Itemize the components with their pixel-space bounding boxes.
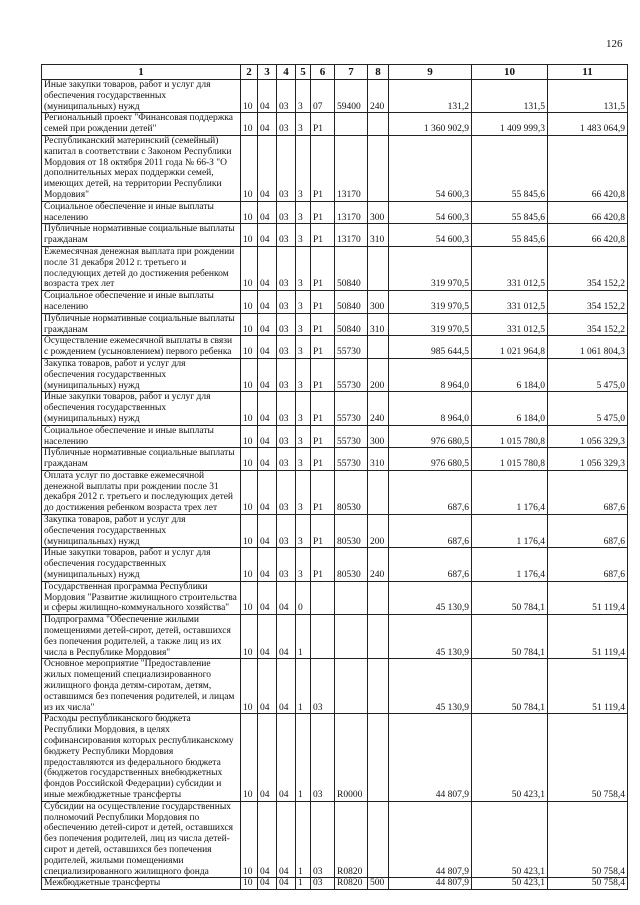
code-cell: 500 — [368, 878, 389, 890]
code-cell: 3 — [296, 113, 311, 136]
amount-cell: 1 176,4 — [472, 548, 548, 581]
amount-cell: 1 176,4 — [472, 515, 548, 548]
code-cell: 10 — [241, 392, 258, 425]
code-cell: 03 — [277, 113, 296, 136]
col-header: 1 — [42, 65, 241, 80]
code-cell — [368, 135, 389, 201]
code-cell: P1 — [311, 246, 335, 290]
code-cell: 03 — [277, 80, 296, 113]
table-row — [42, 80, 628, 113]
table-row — [42, 714, 628, 801]
amount-cell: 331 012,5 — [472, 246, 548, 290]
code-cell: P1 — [311, 224, 335, 247]
code-cell: 10 — [241, 615, 258, 659]
amount-cell: 66 420,8 — [548, 135, 628, 201]
code-cell: 10 — [241, 581, 258, 614]
amount-cell: 131,5 — [472, 80, 548, 113]
header-row — [42, 65, 628, 80]
amount-cell: 55 845,6 — [472, 201, 548, 224]
row-description: Ежемесячная денежная выплата при рождении после 31 декабря 2012 г. третьего и последующих детей до достижения ребенком возраста трех лет — [42, 246, 241, 290]
amount-cell: 50 423,1 — [472, 801, 548, 878]
code-cell: 10 — [241, 470, 258, 514]
col-header: 3 — [258, 65, 277, 80]
code-cell: 10 — [241, 201, 258, 224]
amount-cell: 66 420,8 — [548, 201, 628, 224]
table-row — [42, 224, 628, 247]
amount-cell: 1 015 780,8 — [472, 448, 548, 471]
amount-cell: 50 758,4 — [548, 714, 628, 801]
col-header: 9 — [389, 65, 472, 80]
amount-cell: 976 680,5 — [389, 425, 472, 448]
amount-cell: 1 409 999,3 — [472, 113, 548, 136]
code-cell: 240 — [368, 392, 389, 425]
amount-cell: 1 483 064,9 — [548, 113, 628, 136]
code-cell: 80530 — [335, 548, 368, 581]
code-cell: 13170 — [335, 224, 368, 247]
col-header: 8 — [368, 65, 389, 80]
code-cell: 04 — [258, 470, 277, 514]
code-cell: P1 — [311, 291, 335, 314]
code-cell: P1 — [311, 448, 335, 471]
amount-cell: 319 970,5 — [389, 291, 472, 314]
amount-cell: 50 784,1 — [472, 581, 548, 614]
amount-cell: 1 360 902,9 — [389, 113, 472, 136]
row-description: Основное мероприятие "Предоставление жилых помещений специализированного жилищного фонда детям-сиротам, детям, оставшимся без попечения родителей, и лицам из их числа" — [42, 659, 241, 714]
row-description: Расходы республиканского бюджета Республики Мордовия, в целях софинансирования которых республиканскому бюджету Республики Мордовия предоставляются из федерального бюджета (бюджетов государственных внебюджетных фондов Российской Федерации) субсидии и иные межбюджетные трансферты — [42, 714, 241, 801]
code-cell: P1 — [311, 548, 335, 581]
code-cell — [368, 801, 389, 878]
code-cell: 59400 — [335, 80, 368, 113]
col-header: 4 — [277, 65, 296, 80]
code-cell: 310 — [368, 224, 389, 247]
code-cell: 03 — [277, 448, 296, 471]
row-description: Иные закупки товаров, работ и услуг для обеспечения государственных (муниципальных) нужд — [42, 392, 241, 425]
amount-cell: 51 119,4 — [548, 581, 628, 614]
col-header: 10 — [472, 65, 548, 80]
code-cell: 3 — [296, 246, 311, 290]
code-cell: 240 — [368, 80, 389, 113]
code-cell: 10 — [241, 801, 258, 878]
code-cell: 3 — [296, 80, 311, 113]
code-cell: 03 — [277, 470, 296, 514]
amount-cell: 51 119,4 — [548, 615, 628, 659]
table-row — [42, 448, 628, 471]
amount-cell: 54 600,3 — [389, 135, 472, 201]
amount-cell: 985 644,5 — [389, 336, 472, 359]
code-cell: 03 — [277, 313, 296, 336]
code-cell: 300 — [368, 425, 389, 448]
code-cell — [368, 246, 389, 290]
amount-cell: 354 152,2 — [548, 246, 628, 290]
code-cell: 200 — [368, 515, 389, 548]
code-cell: 300 — [368, 291, 389, 314]
code-cell: 10 — [241, 135, 258, 201]
amount-cell: 354 152,2 — [548, 291, 628, 314]
code-cell: 3 — [296, 313, 311, 336]
code-cell: 80530 — [335, 515, 368, 548]
amount-cell: 66 420,8 — [548, 224, 628, 247]
row-description: Иные закупки товаров, работ и услуг для обеспечения государственных (муниципальных) нужд — [42, 80, 241, 113]
code-cell: 300 — [368, 201, 389, 224]
col-header: 2 — [241, 65, 258, 80]
code-cell: 04 — [258, 659, 277, 714]
code-cell: 03 — [277, 224, 296, 247]
code-cell: 310 — [368, 313, 389, 336]
code-cell: 3 — [296, 135, 311, 201]
col-header: 7 — [335, 65, 368, 80]
code-cell: 55730 — [335, 336, 368, 359]
code-cell: 04 — [277, 878, 296, 890]
code-cell: 04 — [258, 515, 277, 548]
code-cell: 03 — [311, 714, 335, 801]
code-cell: 04 — [258, 358, 277, 391]
code-cell: 04 — [258, 246, 277, 290]
code-cell — [368, 336, 389, 359]
table-row — [42, 425, 628, 448]
amount-cell: 50 423,1 — [472, 714, 548, 801]
row-description: Социальное обеспечение и иные выплаты населению — [42, 425, 241, 448]
row-description: Республиканский материнский (семейный) капитал в соответствии с Законом Республики Мордовия от 18 октября 2011 года № 66-З "О дополнительных мерах поддержки семей, имеющих детей, на территории Республики Мордовия" — [42, 135, 241, 201]
code-cell — [368, 113, 389, 136]
table-row — [42, 515, 628, 548]
amount-cell: 687,6 — [548, 548, 628, 581]
code-cell: 04 — [258, 878, 277, 890]
code-cell — [311, 581, 335, 614]
code-cell: 04 — [258, 392, 277, 425]
code-cell: 04 — [258, 135, 277, 201]
code-cell: 3 — [296, 515, 311, 548]
code-cell: 3 — [296, 336, 311, 359]
amount-cell: 45 130,9 — [389, 581, 472, 614]
row-description: Закупка товаров, работ и услуг для обеспечения государственных (муниципальных) нужд — [42, 515, 241, 548]
code-cell: 10 — [241, 548, 258, 581]
col-header: 11 — [548, 65, 628, 80]
code-cell — [335, 113, 368, 136]
code-cell: 03 — [277, 336, 296, 359]
code-cell — [311, 615, 335, 659]
amount-cell: 44 807,9 — [389, 878, 472, 890]
amount-cell: 8 964,0 — [389, 358, 472, 391]
amount-cell: 50 423,1 — [472, 878, 548, 890]
code-cell — [368, 470, 389, 514]
amount-cell: 1 021 964,8 — [472, 336, 548, 359]
amount-cell: 54 600,3 — [389, 201, 472, 224]
amount-cell: 1 015 780,8 — [472, 425, 548, 448]
code-cell: 10 — [241, 425, 258, 448]
table-row — [42, 246, 628, 290]
amount-cell: 687,6 — [548, 470, 628, 514]
code-cell: 3 — [296, 358, 311, 391]
code-cell: 03 — [277, 425, 296, 448]
code-cell: 04 — [258, 448, 277, 471]
table-row — [42, 548, 628, 581]
amount-cell: 6 184,0 — [472, 392, 548, 425]
amount-cell: 687,6 — [548, 515, 628, 548]
code-cell: 310 — [368, 448, 389, 471]
row-description: Межбюджетные трансферты — [42, 878, 241, 890]
table-row — [42, 358, 628, 391]
code-cell: 07 — [311, 80, 335, 113]
amount-cell: 687,6 — [389, 515, 472, 548]
code-cell: 50840 — [335, 246, 368, 290]
code-cell: 55730 — [335, 425, 368, 448]
amount-cell: 50 758,4 — [548, 878, 628, 890]
code-cell: 3 — [296, 291, 311, 314]
code-cell: 04 — [277, 714, 296, 801]
row-description: Публичные нормативные социальные выплаты гражданам — [42, 448, 241, 471]
amount-cell: 6 184,0 — [472, 358, 548, 391]
code-cell: P1 — [311, 392, 335, 425]
code-cell: 1 — [296, 714, 311, 801]
code-cell: 03 — [277, 515, 296, 548]
code-cell: 04 — [258, 291, 277, 314]
table-row — [42, 581, 628, 614]
code-cell: 04 — [258, 714, 277, 801]
amount-cell: 1 061 804,3 — [548, 336, 628, 359]
code-cell: 10 — [241, 336, 258, 359]
code-cell: 04 — [258, 548, 277, 581]
code-cell: 10 — [241, 80, 258, 113]
code-cell: R0820 — [335, 878, 368, 890]
amount-cell: 5 475,0 — [548, 392, 628, 425]
code-cell: 04 — [277, 581, 296, 614]
table-row — [42, 291, 628, 314]
row-description: Субсидии на осуществление государственных полномочий Республики Мордовия по обеспечению детей-сирот и детей, оставшихся без попечения родителей, лиц из числа детей-сирот и детей, оставшихся без попечения родителей, жилыми помещениями специализированного жилищного фонда — [42, 801, 241, 878]
code-cell: P1 — [311, 113, 335, 136]
code-cell: P1 — [311, 201, 335, 224]
code-cell: 1 — [296, 878, 311, 890]
amount-cell: 976 680,5 — [389, 448, 472, 471]
table-row — [42, 113, 628, 136]
code-cell: 04 — [258, 801, 277, 878]
code-cell: 13170 — [335, 201, 368, 224]
code-cell: 240 — [368, 548, 389, 581]
code-cell: P1 — [311, 515, 335, 548]
table-row — [42, 201, 628, 224]
code-cell: 10 — [241, 313, 258, 336]
code-cell — [335, 615, 368, 659]
code-cell: 1 — [296, 659, 311, 714]
code-cell: 3 — [296, 425, 311, 448]
col-header: 5 — [296, 65, 311, 80]
row-description: Осуществление ежемесячной выплаты в связи с рождением (усыновлением) первого ребенка — [42, 336, 241, 359]
code-cell: 03 — [277, 358, 296, 391]
amount-cell: 1 176,4 — [472, 470, 548, 514]
row-description: Иные закупки товаров, работ и услуг для обеспечения государственных (муниципальных) нужд — [42, 548, 241, 581]
row-description: Оплата услуг по доставке ежемесячной денежной выплаты при рождении после 31 декабря 2012 г. третьего и последующих детей до достижения ребенком возраста трех лет — [42, 470, 241, 514]
code-cell: 10 — [241, 224, 258, 247]
amount-cell: 5 475,0 — [548, 358, 628, 391]
row-description: Публичные нормативные социальные выплаты гражданам — [42, 224, 241, 247]
amount-cell: 1 056 329,3 — [548, 425, 628, 448]
code-cell: 3 — [296, 201, 311, 224]
page-number: 126 — [606, 38, 623, 50]
row-description: Социальное обеспечение и иные выплаты населению — [42, 201, 241, 224]
amount-cell: 687,6 — [389, 548, 472, 581]
code-cell — [368, 714, 389, 801]
code-cell: 55730 — [335, 358, 368, 391]
code-cell: 50840 — [335, 313, 368, 336]
code-cell: 55730 — [335, 392, 368, 425]
code-cell: 03 — [311, 659, 335, 714]
code-cell: 04 — [258, 224, 277, 247]
code-cell: 04 — [258, 113, 277, 136]
code-cell — [368, 581, 389, 614]
amount-cell: 331 012,5 — [472, 313, 548, 336]
amount-cell: 55 845,6 — [472, 224, 548, 247]
amount-cell: 45 130,9 — [389, 659, 472, 714]
code-cell: P1 — [311, 336, 335, 359]
code-cell: 03 — [277, 135, 296, 201]
amount-cell: 50 784,1 — [472, 615, 548, 659]
code-cell: 10 — [241, 714, 258, 801]
code-cell: P1 — [311, 313, 335, 336]
code-cell: 03 — [277, 291, 296, 314]
code-cell: 55730 — [335, 448, 368, 471]
amount-cell: 319 970,5 — [389, 313, 472, 336]
table-row — [42, 392, 628, 425]
code-cell: R0820 — [335, 801, 368, 878]
code-cell: 1 — [296, 615, 311, 659]
amount-cell: 50 758,4 — [548, 801, 628, 878]
code-cell: 10 — [241, 448, 258, 471]
amount-cell: 354 152,2 — [548, 313, 628, 336]
row-description: Государственная программа Республики Мордовия "Развитие жилищного строительства и сферы жилищно-коммунального хозяйства" — [42, 581, 241, 614]
row-description: Региональный проект "Финансовая поддержка семей при рождении детей" — [42, 113, 241, 136]
code-cell — [335, 581, 368, 614]
code-cell: 04 — [258, 80, 277, 113]
code-cell: 04 — [258, 615, 277, 659]
code-cell: 03 — [311, 878, 335, 890]
table-row — [42, 801, 628, 878]
code-cell: P1 — [311, 470, 335, 514]
code-cell: 03 — [277, 201, 296, 224]
table-row — [42, 659, 628, 714]
code-cell: 04 — [258, 581, 277, 614]
code-cell: 04 — [277, 801, 296, 878]
code-cell: 10 — [241, 878, 258, 890]
amount-cell: 319 970,5 — [389, 246, 472, 290]
code-cell: 03 — [277, 392, 296, 425]
table-row — [42, 135, 628, 201]
amount-cell: 687,6 — [389, 470, 472, 514]
code-cell: 03 — [277, 548, 296, 581]
amount-cell: 44 807,9 — [389, 801, 472, 878]
code-cell: 04 — [258, 336, 277, 359]
code-cell: 80530 — [335, 470, 368, 514]
table-row — [42, 878, 628, 890]
code-cell: 03 — [277, 246, 296, 290]
code-cell: 13170 — [335, 135, 368, 201]
code-cell: 3 — [296, 392, 311, 425]
code-cell — [368, 659, 389, 714]
amount-cell: 8 964,0 — [389, 392, 472, 425]
amount-cell: 50 784,1 — [472, 659, 548, 714]
code-cell: 04 — [258, 425, 277, 448]
code-cell: P1 — [311, 135, 335, 201]
code-cell: 3 — [296, 448, 311, 471]
amount-cell: 54 600,3 — [389, 224, 472, 247]
code-cell: 04 — [258, 313, 277, 336]
row-description: Подпрограмма "Обеспечение жилыми помещениями детей-сирот, детей, оставшихся без попечения родителей, а также лиц из их числа в Республике Мордовия" — [42, 615, 241, 659]
code-cell: P1 — [311, 358, 335, 391]
code-cell: 3 — [296, 224, 311, 247]
code-cell: 10 — [241, 291, 258, 314]
code-cell — [368, 615, 389, 659]
table-row — [42, 336, 628, 359]
code-cell: 03 — [311, 801, 335, 878]
table-row — [42, 470, 628, 514]
code-cell: 200 — [368, 358, 389, 391]
row-description: Закупка товаров, работ и услуг для обеспечения государственных (муниципальных) нужд — [42, 358, 241, 391]
code-cell: 04 — [258, 201, 277, 224]
code-cell: 10 — [241, 113, 258, 136]
table-row — [42, 615, 628, 659]
amount-cell: 131,5 — [548, 80, 628, 113]
code-cell: 10 — [241, 358, 258, 391]
row-description: Публичные нормативные социальные выплаты гражданам — [42, 313, 241, 336]
code-cell: 3 — [296, 470, 311, 514]
amount-cell: 45 130,9 — [389, 615, 472, 659]
code-cell: 10 — [241, 659, 258, 714]
code-cell: 50840 — [335, 291, 368, 314]
code-cell: 04 — [277, 615, 296, 659]
code-cell: R0000 — [335, 714, 368, 801]
code-cell: 0 — [296, 581, 311, 614]
budget-table — [41, 64, 628, 890]
code-cell: 3 — [296, 548, 311, 581]
code-cell: 10 — [241, 246, 258, 290]
amount-cell: 1 056 329,3 — [548, 448, 628, 471]
code-cell: 04 — [277, 659, 296, 714]
amount-cell: 331 012,5 — [472, 291, 548, 314]
code-cell: 10 — [241, 515, 258, 548]
row-description: Социальное обеспечение и иные выплаты населению — [42, 291, 241, 314]
table-row — [42, 313, 628, 336]
amount-cell: 55 845,6 — [472, 135, 548, 201]
code-cell: 1 — [296, 801, 311, 878]
amount-cell: 51 119,4 — [548, 659, 628, 714]
code-cell — [335, 659, 368, 714]
amount-cell: 44 807,9 — [389, 714, 472, 801]
code-cell: P1 — [311, 425, 335, 448]
amount-cell: 131,2 — [389, 80, 472, 113]
col-header: 6 — [311, 65, 335, 80]
